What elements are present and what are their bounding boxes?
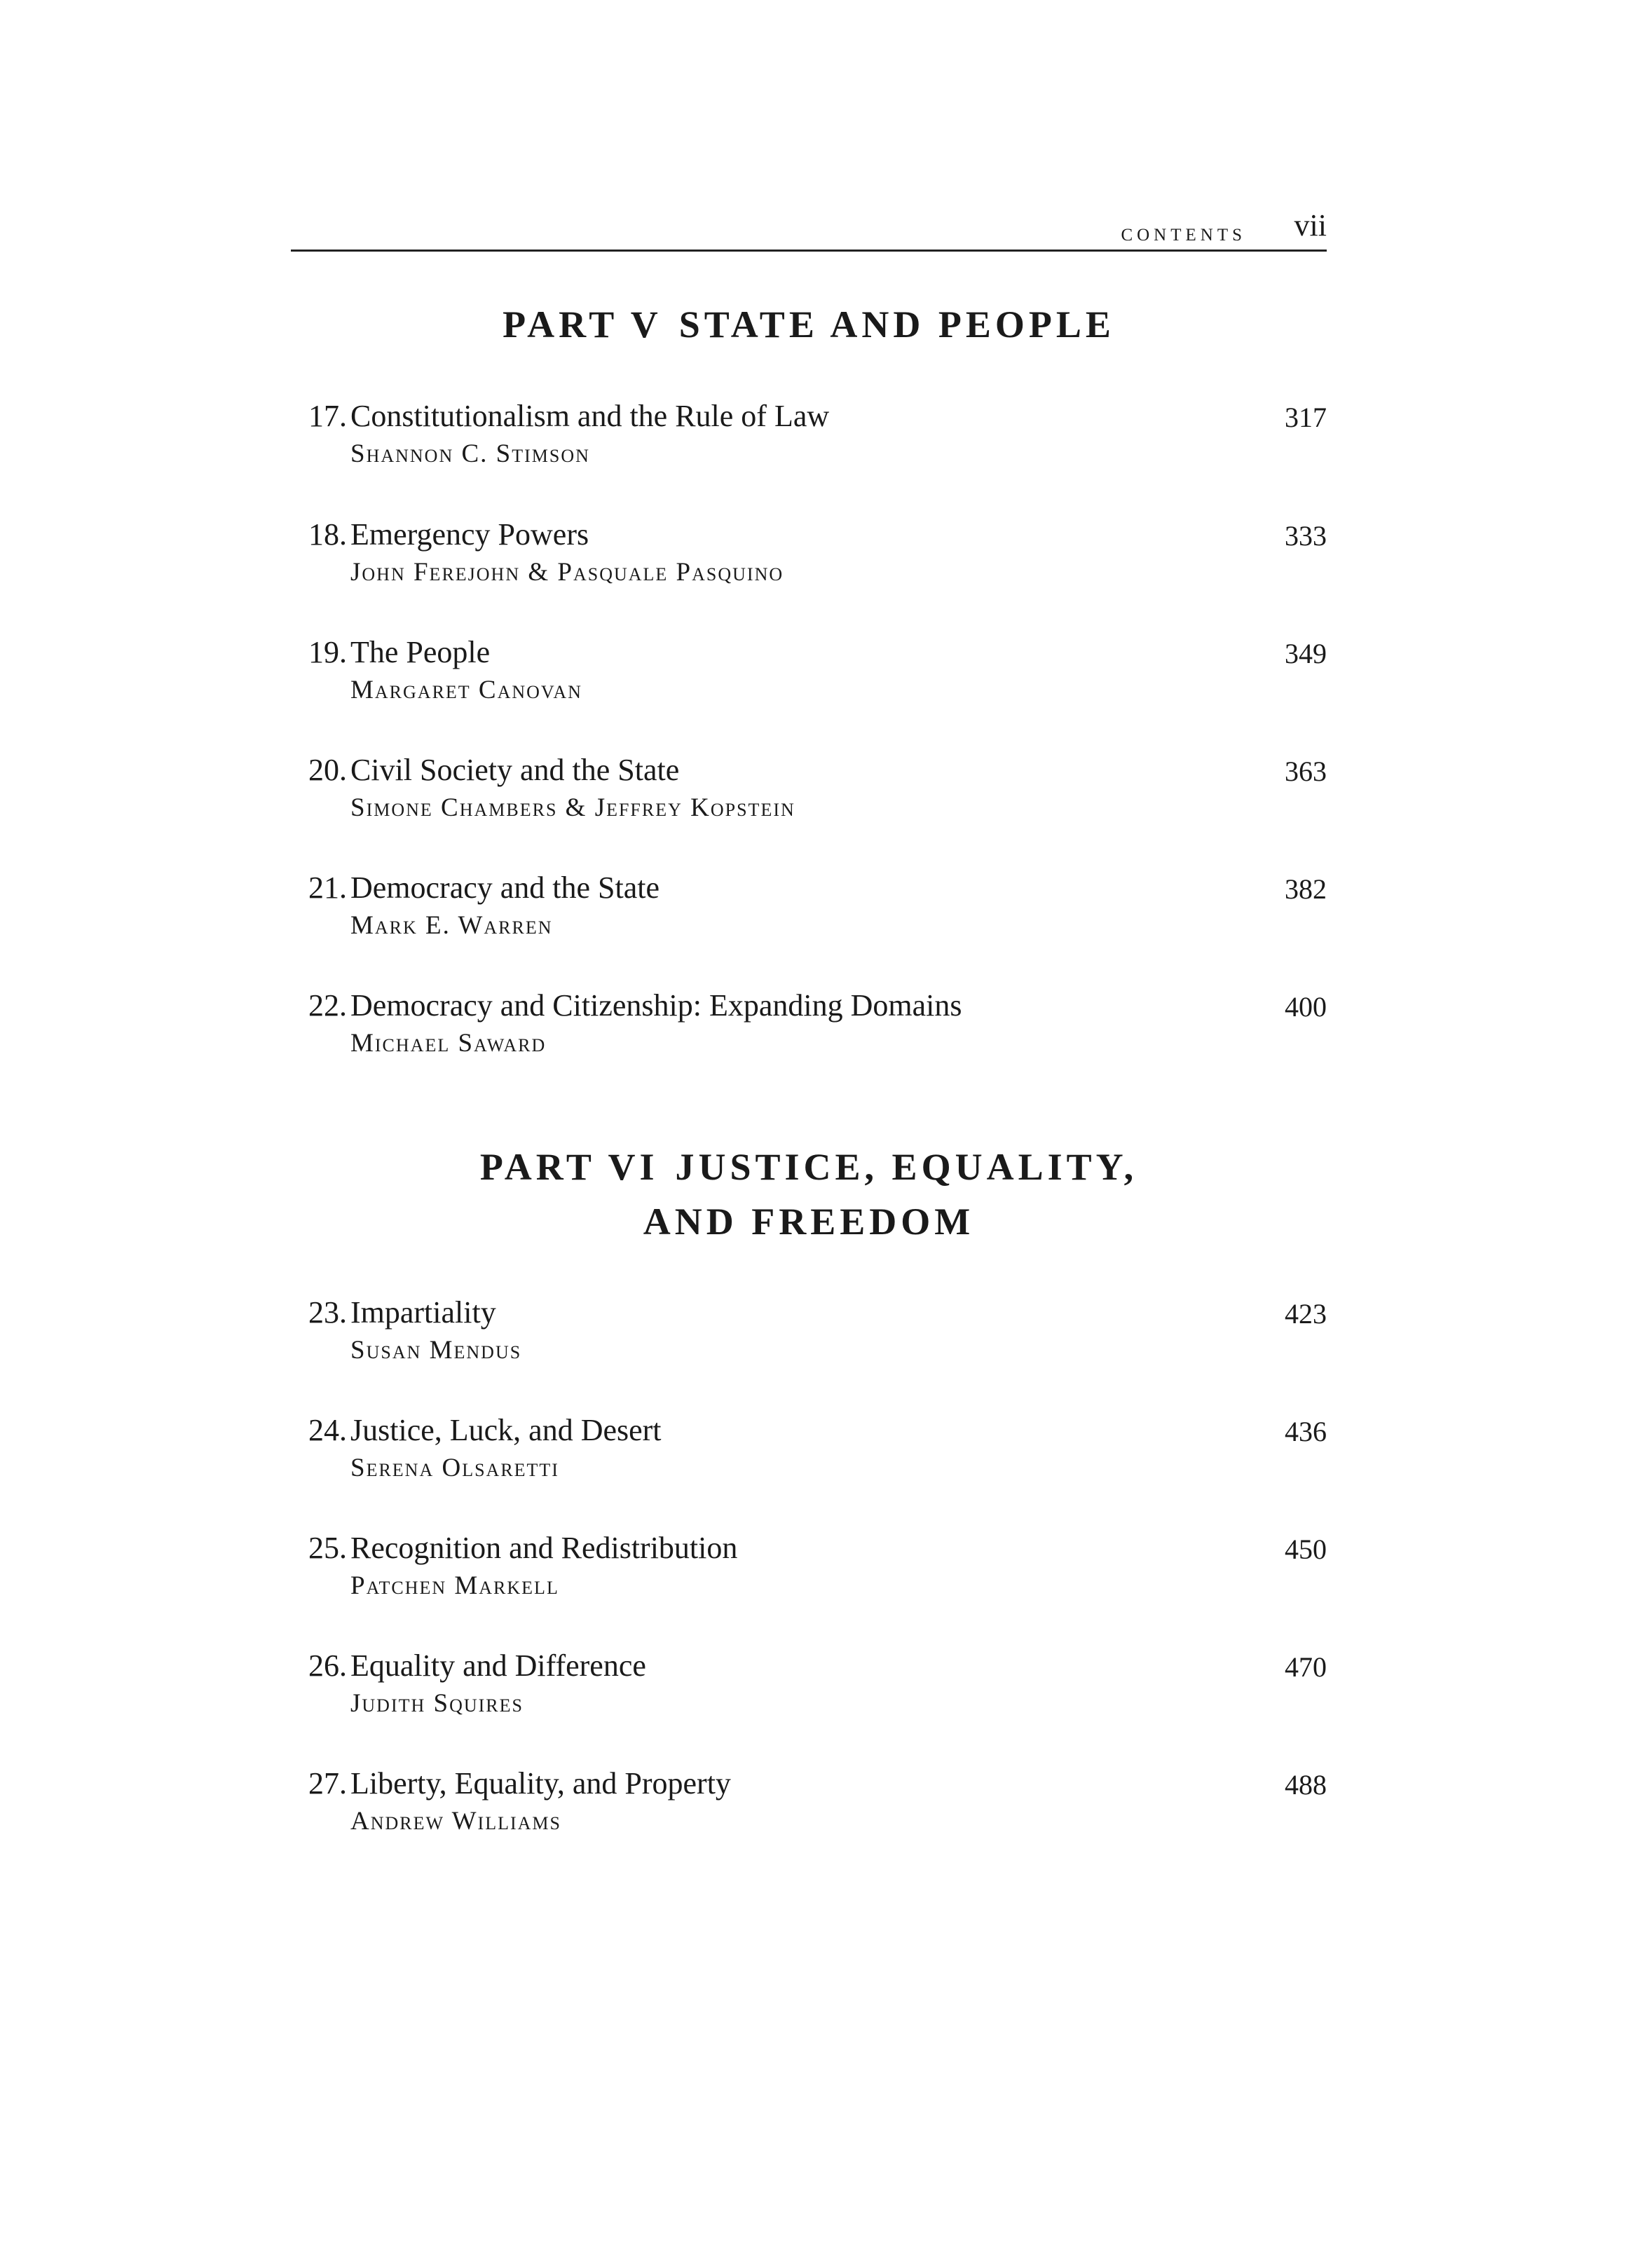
chapter-number: 20. bbox=[308, 753, 347, 787]
chapter-page-number: 423 bbox=[1285, 1298, 1327, 1330]
chapter-number: 26. bbox=[308, 1648, 347, 1683]
chapter-page-number: 450 bbox=[1285, 1533, 1327, 1565]
chapter-page-number: 436 bbox=[1285, 1416, 1327, 1447]
chapter-author: John Ferejohn & Pasquale Pasquino bbox=[350, 558, 784, 587]
part-heading-line bbox=[291, 1140, 1327, 1194]
chapter-author: Mark E. Warren bbox=[350, 911, 553, 940]
chapter-number: 24. bbox=[308, 1413, 347, 1447]
toc-entry[interactable] bbox=[291, 1530, 1327, 1614]
part-number: PART VI bbox=[479, 1146, 659, 1188]
toc-entry[interactable] bbox=[291, 1412, 1327, 1496]
toc-entry[interactable] bbox=[291, 752, 1327, 836]
chapter-title: Constitutionalism and the Rule of Law bbox=[350, 399, 830, 433]
chapter-title: Emergency Powers bbox=[350, 517, 589, 552]
toc-entry[interactable] bbox=[291, 1648, 1327, 1732]
part-heading-line: AND FREEDOM bbox=[643, 1201, 975, 1243]
toc-entry[interactable] bbox=[291, 634, 1327, 718]
chapter-number: 17. bbox=[308, 399, 347, 433]
chapter-author: Shannon C. Stimson bbox=[350, 439, 590, 468]
chapter-author: Susan Mendus bbox=[350, 1336, 522, 1365]
chapter-title: Equality and Difference bbox=[350, 1648, 646, 1683]
chapter-title: Impartiality bbox=[350, 1295, 496, 1330]
chapter-author: Serena Olsaretti bbox=[350, 1454, 559, 1482]
chapter-page-number: 382 bbox=[1285, 873, 1327, 905]
chapter-author: Margaret Canovan bbox=[350, 676, 582, 704]
chapter-title: Democracy and the State bbox=[350, 870, 660, 905]
chapter-title: Justice, Luck, and Desert bbox=[350, 1413, 662, 1447]
chapter-title: Liberty, Equality, and Property bbox=[350, 1766, 731, 1801]
part-title: STATE AND PEOPLE bbox=[678, 303, 1115, 346]
toc-entry[interactable] bbox=[291, 398, 1327, 482]
chapter-number: 27. bbox=[308, 1766, 347, 1801]
part-heading bbox=[291, 1140, 1327, 1249]
running-head bbox=[291, 207, 1327, 252]
chapter-title: Civil Society and the State bbox=[350, 753, 680, 787]
chapter-number: 22. bbox=[308, 988, 347, 1023]
chapter-number: 23. bbox=[308, 1295, 347, 1330]
chapter-author: Andrew Williams bbox=[350, 1807, 561, 1836]
chapter-title: The People bbox=[350, 635, 491, 669]
toc-entry[interactable] bbox=[291, 870, 1327, 954]
page-folio: vii bbox=[1294, 208, 1327, 242]
part-heading bbox=[291, 297, 1327, 352]
chapter-page-number: 363 bbox=[1285, 756, 1327, 787]
part-title: JUSTICE, EQUALITY, bbox=[675, 1146, 1138, 1188]
chapter-number: 19. bbox=[308, 635, 347, 669]
part-heading-line bbox=[291, 297, 1327, 352]
chapter-author: Michael Saward bbox=[350, 1029, 547, 1058]
chapter-title: Democracy and Citizenship: Expanding Domains bbox=[350, 988, 962, 1023]
chapter-author: Simone Chambers & Jeffrey Kopstein bbox=[350, 793, 795, 822]
chapter-page-number: 349 bbox=[1285, 638, 1327, 669]
chapter-author: Judith Squires bbox=[350, 1689, 524, 1718]
chapter-number: 21. bbox=[308, 870, 347, 905]
chapter-page-number: 470 bbox=[1285, 1651, 1327, 1683]
toc-entry[interactable] bbox=[291, 517, 1327, 601]
toc-entry[interactable] bbox=[291, 988, 1327, 1072]
chapter-page-number: 400 bbox=[1285, 991, 1327, 1023]
toc-entry[interactable] bbox=[291, 1765, 1327, 1850]
chapter-number: 18. bbox=[308, 517, 347, 552]
toc-entry[interactable] bbox=[291, 1294, 1327, 1379]
chapter-page-number: 333 bbox=[1285, 520, 1327, 552]
chapter-title: Recognition and Redistribution bbox=[350, 1531, 738, 1565]
chapter-number: 25. bbox=[308, 1531, 347, 1565]
part-number: PART V bbox=[503, 303, 662, 346]
running-head-label: contents bbox=[1121, 218, 1246, 246]
chapter-page-number: 317 bbox=[1285, 402, 1327, 433]
chapter-page-number: 488 bbox=[1285, 1769, 1327, 1801]
chapter-author: Patchen Markell bbox=[350, 1571, 559, 1600]
